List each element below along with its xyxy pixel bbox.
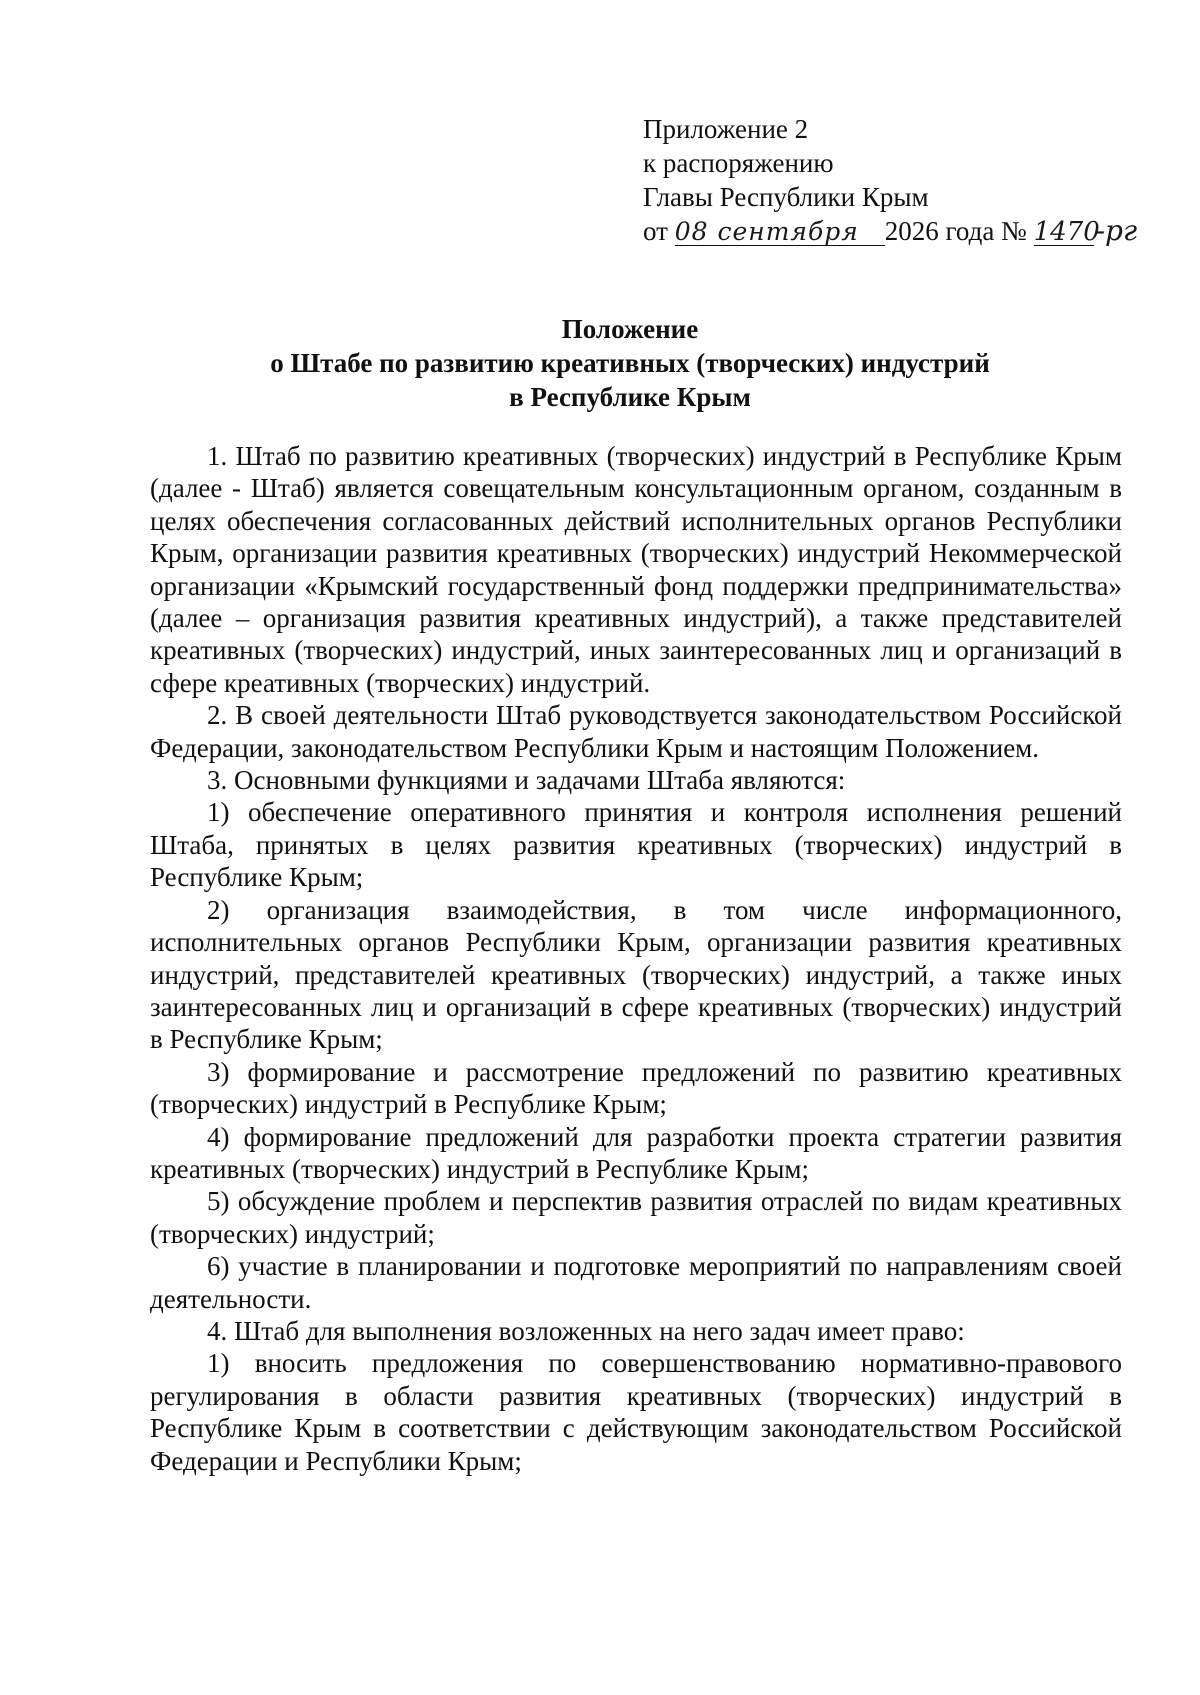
year-text: 2026 года №: [884, 216, 1027, 246]
paragraph-3-item-1: 1) обеспечение оперативного принятия и контроля исполнения решений Штаба, принятых в целях развития креативных (творческих) индустрий в Республике Крым;: [150, 797, 1122, 893]
appendix-order-ref: к распоряжению: [643, 148, 834, 178]
appendix-issuer: Главы Республики Крым: [643, 182, 929, 212]
title-line-3: в Республике Крым: [509, 382, 751, 412]
document-title: [140, 312, 1120, 414]
paragraph-4-item-1: 1) вносить предложения по совершенствованию нормативно-правового регулирования в области развития креативных (творческих) индустрий в Республике Крым в соответствии с действующим законодательством Российской Федерации и Республики Крым;: [150, 1348, 1122, 1476]
paragraph-3-item-4: 4) формирование предложений для разработки проекта стратегии развития креативных (творческих) индустрий в Республике Крым;: [150, 1121, 1122, 1184]
appendix-title: Приложение 2: [643, 114, 809, 144]
paragraph-3-item-6: 6) участие в планировании и подготовке мероприятий по направлениям своей деятельности.: [150, 1251, 1122, 1314]
paragraph-3-item-3: 3) формирование и рассмотрение предложений по развитию креативных (творческих) индустрий в Республике Крым;: [150, 1056, 1122, 1120]
handwritten-date: 08 сентября: [675, 219, 885, 246]
title-line-1: Положение: [561, 314, 699, 344]
paragraph-1: 1. Штаб по развитию креативных (творческих) индустрий в Республике Крым (далее - Штаб) является совещательным консультационным органом, созданным в целях обеспечения согласованных действий исполнительных органов Республики Крым, организации развития креативных (творческих) индустрий Некоммерческой организации «Крымский государственный фонд поддержки предпринимательства» (далее – организация развития креативных индустрий), а также представителей креативных (творческих) индустрий, иных заинтересованных лиц и организаций в сфере креативных (творческих) индустрий.: [150, 441, 1122, 698]
title-line-2: о Штабе по развитию креативных (творческих) индустрий: [270, 348, 990, 378]
paragraph-3: 3. Основными функциями и задачами Штаба являются:: [207, 765, 846, 796]
appendix-date-line: [643, 214, 1163, 248]
date-prefix: от: [643, 216, 668, 246]
paragraph-4: 4. Штаб для выполнения возложенных на него задач имеет право:: [207, 1315, 965, 1346]
handwritten-number-suffix: -рг: [1095, 214, 1138, 247]
paragraph-2: 2. В своей деятельности Штаб руководствуется законодательством Российской Федерации, законодательством Республики Крым и настоящим Положением.: [150, 700, 1122, 763]
paragraph-3-item-5: 5) обсуждение проблем и перспектив развития отраслей по видам креативных (творческих) индустрий;: [150, 1186, 1122, 1249]
handwritten-number: 1470: [1033, 217, 1100, 247]
paragraph-3-item-2: 2) организация взаимодействия, в том числе информационного, исполнительных органов Республики Крым, организации развития креативных индустрий, представителей креативных (творческих) индустрий, а также иных заинтересованных лиц и организаций в сфере креативных (творческих) индустрий в Республике Крым;: [150, 894, 1122, 1055]
appendix-header: [643, 112, 1163, 248]
document-body: [150, 440, 1122, 1477]
